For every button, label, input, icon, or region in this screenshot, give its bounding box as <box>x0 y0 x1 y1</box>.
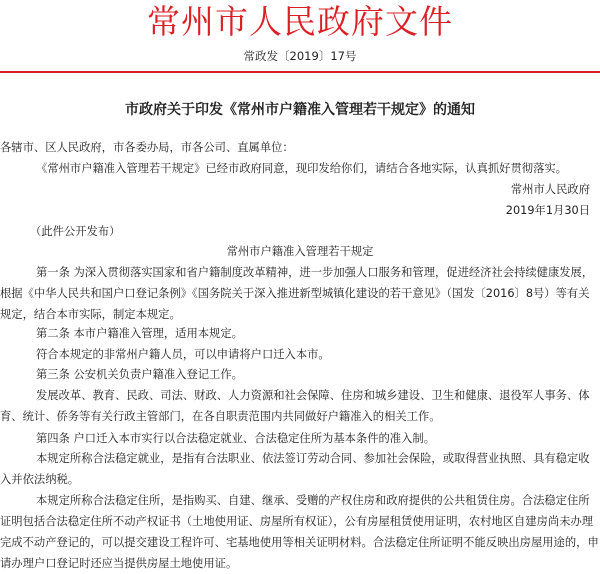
document-number: 常政发〔2019〕17号 <box>243 49 357 63</box>
article-3-detail: 发展改革、教育、民政、司法、财政、人力资源和社会保障、住房和城乡建设、卫生和健康、退役军人事务、体育、统计、侨务等有关行政主管部门，在各自职责范围内共同做好户籍准入的相关工作。 <box>0 389 590 423</box>
notice-date: 2019年1月30日 <box>505 204 590 217</box>
header-divider <box>0 71 600 73</box>
article-2-detail: 符合本规定的非常州户籍人员，可以申请将户口迁入本市。 <box>36 348 330 361</box>
article-4-paragraph-2: 本规定所称合法稳定住所，是指购买、自建、继承、受赠的产权住房和政府提供的公共租赁住房。合法稳定住所证明包括合法稳定住所不动产权证书（土地使用证、房屋所有权证），公有房屋租赁使用证明，农村地区自建房尚未办理完成不动产登记的，可以提交建设工程许可、宅基地使用等相关证明材料。合法稳定住所证明不能反映出房屋用途的，申请办理户口登记时还应当提供房屋土地使用证。 <box>0 494 599 570</box>
article-1: 第一条 为深入贯彻落实国家和省户籍制度改革精神，进一步加强人口服务和管理，促进经济社会持续健康发展，根据《中华人民共和国户口登记条例》《国务院关于深入推进新型城镇化建设的若干意见》（国发〔2016〕8号）等有关规定，结合本市实际，制定本规定。 <box>0 266 594 321</box>
notice-title: 市政府关于印发《常州市户籍准入管理若干规定》的通知 <box>125 102 475 118</box>
notice-recipients: 各辖市、区人民政府，市各委办局，市各公司、直属单位： <box>0 141 294 154</box>
document-header-title: 常州市人民政府文件 <box>147 2 453 41</box>
regulation-title: 常州市户籍准入管理若干规定 <box>226 245 374 258</box>
notice-body: 《常州市户籍准入管理若干规定》已经市政府同意，现印发给你们，请结合各地实际，认真抓好贯彻落实。 <box>36 162 567 175</box>
article-3: 第三条 公安机关负责户籍准入登记工作。 <box>36 368 243 381</box>
article-2: 第二条 本市户籍准入管理，适用本规定。 <box>36 327 243 340</box>
article-4-paragraph-1: 本规定所称合法稳定就业，是指有合法职业、依法签订劳动合同、参加社会保险，或取得营业执照、具有稳定收入并依法纳税。 <box>0 452 590 486</box>
article-4: 第四条 户口迁入本市实行以合法稳定就业、合法稳定住所为基本条件的准入制。 <box>36 432 435 445</box>
release-note: （此件公开发布） <box>30 225 121 238</box>
notice-issuer: 常州市人民政府 <box>510 183 590 196</box>
